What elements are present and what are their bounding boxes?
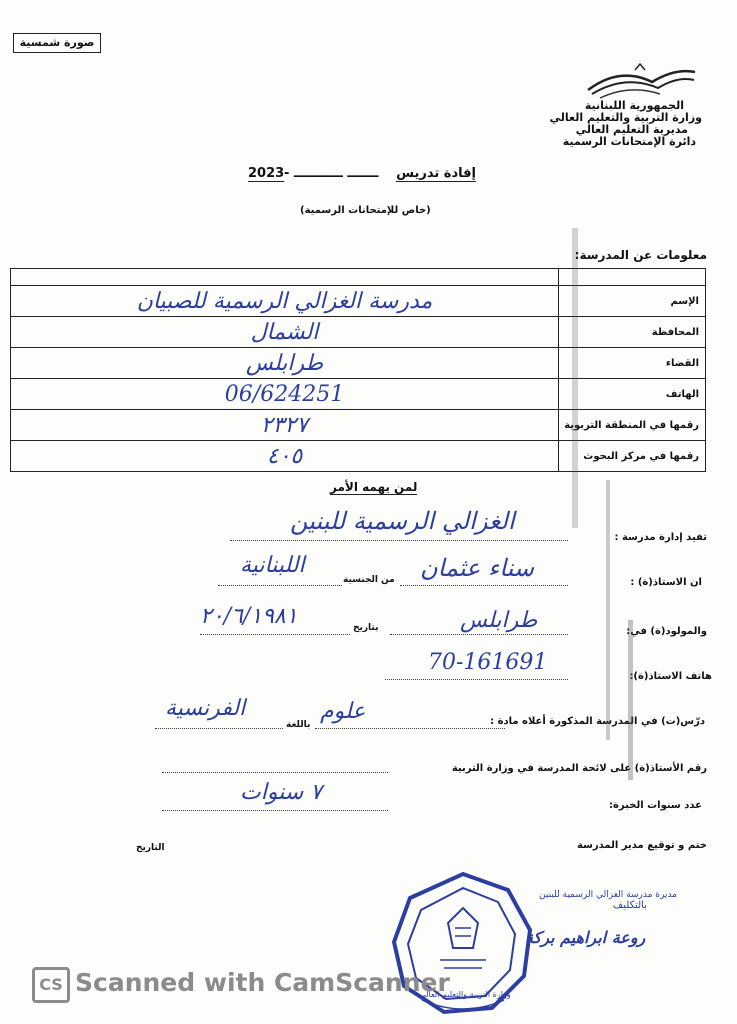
- phone-value: 06/624251: [11, 379, 559, 410]
- table-row: [11, 379, 706, 410]
- ministry-logo-icon: [580, 62, 700, 102]
- school-info-table: [10, 268, 706, 472]
- born-label: والمولود(ة) في:: [626, 626, 707, 637]
- district-value: طرابلس: [11, 348, 559, 379]
- research-center-number-value: ٤٠٥: [11, 441, 559, 472]
- camscanner-watermark: Scanned with CamScanner: [75, 968, 450, 997]
- subject-line: [315, 728, 505, 729]
- signature-block: [517, 890, 677, 911]
- table-row: [11, 410, 706, 441]
- scan-noise-strip-2: [606, 480, 610, 740]
- year: 2023: [248, 166, 285, 181]
- table-row: [11, 348, 706, 379]
- teacher-phone-label: هاتف الاستاذ(ة):: [629, 671, 712, 682]
- teacher-phone-value: 70-161691: [428, 650, 548, 675]
- title: إفادة تدريس: [396, 166, 476, 181]
- table-row: [11, 286, 706, 317]
- born-date: ٢٠/٦/١٩٨١: [200, 604, 298, 629]
- subject-value: علوم: [320, 699, 366, 724]
- teacher-line: [400, 585, 568, 586]
- experience-value: ٧ سنوات: [240, 780, 323, 805]
- table-row: [11, 317, 706, 348]
- school-name-value: مدرسة الغزالي الرسمية للصبيان: [11, 286, 559, 317]
- camscanner-logo-icon: CS: [32, 967, 70, 1003]
- governorate-value: الشمال: [11, 317, 559, 348]
- language-value: الفرنسية: [165, 696, 246, 721]
- school-admin-label: تفيد إدارة مدرسة :: [614, 532, 707, 543]
- table-row: [11, 269, 706, 286]
- stamp-text: وزارة التربية والتعليم العالي: [419, 990, 511, 999]
- phone-label: الهاتف: [559, 379, 706, 410]
- date-footer-label: التاريخ: [136, 843, 165, 853]
- school-admin-value: الغزالي الرسمية للبنين: [290, 507, 515, 535]
- experience-label: عدد سنوات الخبرة:: [609, 800, 702, 811]
- school-admin-line: [230, 540, 568, 541]
- scan-noise-strip: [572, 228, 578, 528]
- born-place: طرابلس: [460, 608, 538, 633]
- research-center-number-label: رقمها في مركز البحوث: [559, 441, 706, 472]
- title-dashes: - ـــــــ ـــــــــــ: [284, 166, 379, 181]
- signature-name: روعة ابراهيم بركة: [525, 928, 646, 947]
- to-whom-heading: لمن يهمه الأمر: [330, 480, 418, 494]
- stamp-signature-label: ختم و توقيع مدير المدرسة: [576, 840, 707, 851]
- table-row: [11, 441, 706, 472]
- language-label: باللغة: [286, 720, 311, 730]
- header-block: [532, 100, 702, 148]
- header-line-3: مديرية التعليم العالي: [575, 123, 688, 136]
- date-label: بتاريخ: [353, 623, 379, 633]
- language-line: [155, 728, 283, 729]
- title-row: [248, 166, 476, 186]
- district-label: القضاء: [559, 348, 706, 379]
- nationality-value: اللبنانية: [240, 553, 305, 578]
- header-line-2: وزارة التربية والتعليم العالي: [549, 111, 702, 124]
- edu-zone-number-value: ٢٣٢٧: [11, 410, 559, 441]
- section-label: معلومات عن المدرسة:: [574, 248, 707, 262]
- experience-line: [162, 810, 388, 811]
- registry-label: رقم الأستاذ(ة) على لائحة المدرسة في وزارة التربية: [451, 763, 707, 774]
- born-place-line: [390, 634, 568, 635]
- born-date-line: [200, 634, 350, 635]
- teacher-phone-line: [385, 679, 568, 680]
- teacher-label: ان الاستاذ(ة) :: [630, 577, 702, 588]
- registry-line: [162, 772, 388, 773]
- edu-zone-number-label: رقمها في المنطقة التربوية: [559, 410, 706, 441]
- nationality-line: [218, 585, 342, 586]
- header-line-1: الجمهورية اللبنانية: [584, 99, 684, 112]
- teacher-name: سناء عثمان: [420, 554, 534, 582]
- scan-noise-strip-3: [628, 620, 633, 780]
- nationality-label: من الجنسية: [343, 575, 395, 585]
- header-line-4: دائرة الإمتحانات الرسمية: [562, 135, 696, 148]
- school-name-label: الإسم: [559, 286, 706, 317]
- signature-line-1: مديرة مدرسة الغزالي الرسمية للبنين: [539, 890, 677, 900]
- subject-label: درّس(ت) في المدرسة المذكورة أعلاه مادة :: [490, 716, 705, 727]
- governorate-label: المحافظة: [559, 317, 706, 348]
- subtitle: (خاص للإمتحانات الرسمية): [300, 205, 431, 216]
- photo-tag: صورة شمسية: [13, 33, 101, 53]
- signature-line-2: بالتكليف: [612, 900, 647, 911]
